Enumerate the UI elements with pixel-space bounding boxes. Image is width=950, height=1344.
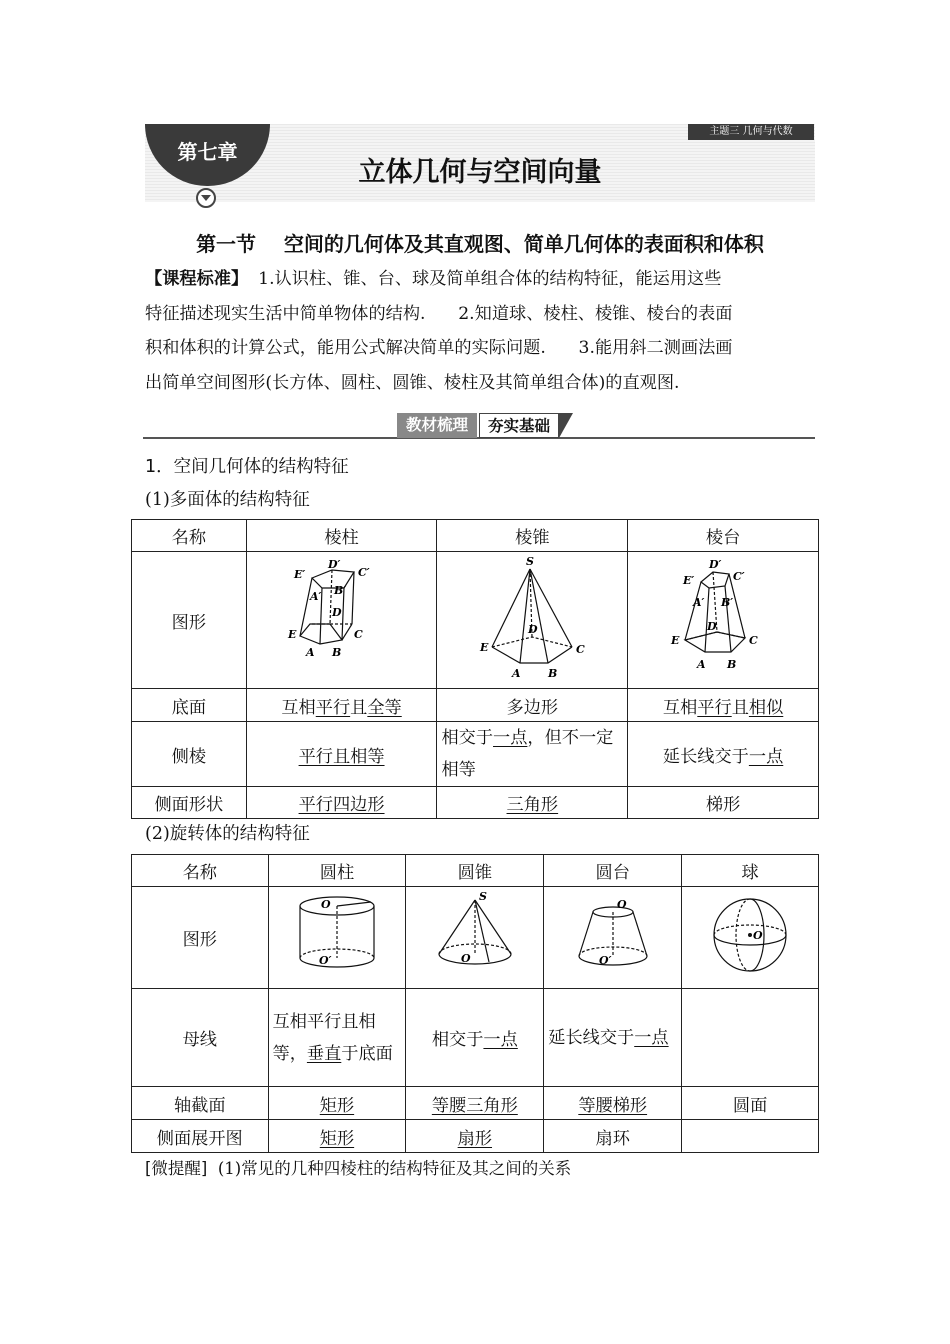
standard-line2: 特征描述现实生活中简单物体的结构. 2.知道球、棱柱、棱锥、棱台的表面	[145, 303, 733, 324]
frustum-base: 互相平行且相似	[628, 689, 819, 722]
pyramid-label-S: S	[526, 555, 535, 568]
cylinder-axial: 矩形	[268, 1087, 406, 1120]
sphere-label-O: O	[753, 929, 763, 942]
sphere-axial: 圆面	[682, 1087, 819, 1120]
sphere-lateral	[682, 1120, 819, 1153]
frustum-cone-label-O: O	[616, 898, 627, 911]
chapter-badge: 第七章	[145, 124, 270, 186]
standard-line1: 1.认识柱、锥、台、球及简单组合体的结构特征，能运用这些	[258, 269, 722, 289]
sphere-figure	[682, 887, 819, 989]
prism-diagram	[282, 558, 402, 678]
row-label-axial: 轴截面	[132, 1087, 269, 1120]
standard-line3: 积和体积的计算公式，能用公式解决简单的实际问题. 3.能用斜二测画法画	[145, 338, 733, 358]
frustum-figure	[628, 552, 819, 689]
cone-label-O: O	[460, 952, 471, 965]
pyramid-label-B: B	[548, 667, 558, 680]
prism-label-C1: C′	[357, 565, 370, 579]
prism-label-B: B	[331, 645, 341, 659]
standard-line4: 出简单空间图形(长方体、圆柱、圆锥、棱柱及其简单组合体)的直观图.	[145, 372, 680, 393]
section-title: 第一节 空间的几何体及其直观图、简单几何体的表面积和体积	[196, 232, 764, 256]
cone-label-S: S	[478, 890, 487, 903]
pyramid-face: 三角形	[437, 787, 628, 819]
frustum-cone-figure	[544, 887, 682, 989]
prism-figure	[246, 552, 437, 689]
row-label-generatrix: 母线	[132, 989, 269, 1087]
cylinder-label-O: O	[320, 898, 331, 911]
cone-diagram	[425, 890, 525, 980]
prism-label-E: E	[287, 627, 296, 641]
cone-lateral: 扇形	[406, 1120, 544, 1153]
frustum-cone-lateral: 扇环	[544, 1120, 682, 1153]
col-header-frustum: 棱台	[628, 520, 819, 552]
standard-label: 【课程标准】	[145, 269, 249, 289]
chapter-title: 立体几何与空间向量	[358, 157, 602, 188]
sphere-diagram	[705, 890, 795, 980]
prism-label-D1: D′	[327, 557, 340, 571]
tip	[145, 1155, 571, 1179]
prism-label-C: C	[353, 627, 363, 641]
pyramid-edge: 相交于一点，但不一定相等	[437, 722, 628, 787]
frustum-label-E1: E′	[683, 573, 695, 587]
col-header-sphere: 球	[682, 855, 819, 887]
col-header-cylinder: 圆柱	[268, 855, 406, 887]
col-header-pyramid: 棱锥	[437, 520, 628, 552]
course-standard	[145, 262, 817, 400]
divider-tab-foundation: 夯实基础	[479, 413, 559, 438]
cone-generatrix: 相交于一点	[406, 989, 544, 1087]
cylinder-figure	[268, 887, 406, 989]
divider-corner	[559, 413, 573, 438]
row-label-figure: 图形	[132, 552, 247, 689]
heading-polyhedra: (1)多面体的结构特征	[145, 490, 310, 510]
col-header-prism: 棱柱	[246, 520, 437, 552]
col-header-cone: 圆锥	[406, 855, 544, 887]
sphere-generatrix	[682, 989, 819, 1087]
cylinder-diagram	[287, 890, 387, 980]
divider-tab-textbook: 教材梳理	[397, 413, 477, 438]
cone-axial: 等腰三角形	[406, 1087, 544, 1120]
row-label-face: 侧面形状	[132, 787, 247, 819]
col-header-frustum: 圆台	[544, 855, 682, 887]
prism-base: 互相平行且全等	[246, 689, 437, 722]
row-label-edge: 侧棱	[132, 722, 247, 787]
heading-rotation: (2)旋转体的结构特征	[145, 824, 310, 844]
cylinder-label-O1: O′	[318, 954, 332, 967]
prism-label-B1: B′	[333, 583, 346, 597]
polyhedra-table	[131, 519, 819, 819]
frustum-label-A1: A′	[693, 595, 705, 609]
frustum-edge: 延长线交于一点	[628, 722, 819, 787]
frustum-label-B1: B′	[721, 595, 734, 609]
theme-tag: 主题三 几何与代数	[688, 124, 814, 140]
frustum-cone-label-O1: O′	[598, 954, 612, 967]
pyramid-label-A: A	[512, 667, 521, 680]
frustum-cone-generatrix: 延长线交于一点	[544, 989, 682, 1087]
frustum-label-E: E	[671, 633, 680, 647]
frustum-label-B: B	[727, 657, 737, 671]
frustum-label-D: D	[707, 619, 717, 633]
cylinder-generatrix: 互相平行且相等，垂直于底面	[268, 989, 406, 1087]
frustum-face: 梯形	[628, 787, 819, 819]
row-label-lateral: 侧面展开图	[132, 1120, 269, 1153]
prism-edge: 平行且相等	[246, 722, 437, 787]
col-header-name: 名称	[132, 855, 269, 887]
pyramid-base: 多边形	[437, 689, 628, 722]
frustum-diagram	[663, 558, 783, 678]
chevron-down-icon	[196, 188, 216, 208]
tip-text: (1)常见的几种四棱柱的结构特征及其之间的关系	[207, 1159, 572, 1178]
pyramid-figure	[437, 552, 628, 689]
cone-figure	[406, 887, 544, 989]
cylinder-lateral: 矩形	[268, 1120, 406, 1153]
col-header-name: 名称	[132, 520, 247, 552]
prism-label-A: A	[305, 645, 315, 659]
row-label-figure: 图形	[132, 887, 269, 989]
prism-label-A1: A′	[309, 589, 321, 603]
frustum-cone-axial: 等腰梯形	[544, 1087, 682, 1120]
frustum-label-C1: C′	[733, 569, 745, 583]
frustum-cone-diagram	[563, 890, 663, 980]
pyramid-label-C: C	[576, 643, 586, 656]
frustum-label-C: C	[749, 633, 758, 647]
tip-label: [微提醒]	[145, 1159, 208, 1178]
frustum-label-D1: D′	[709, 557, 722, 571]
pyramid-diagram	[472, 555, 592, 680]
prism-label-E1: E′	[293, 567, 305, 581]
prism-face: 平行四边形	[246, 787, 437, 819]
prism-label-D: D	[331, 605, 342, 619]
pyramid-label-E: E	[480, 641, 489, 654]
pyramid-label-D: D	[528, 623, 538, 636]
rotation-table	[131, 854, 819, 1153]
row-label-base: 底面	[132, 689, 247, 722]
heading-structure: 1．空间几何体的结构特征	[145, 457, 349, 477]
frustum-label-A: A	[697, 657, 706, 671]
